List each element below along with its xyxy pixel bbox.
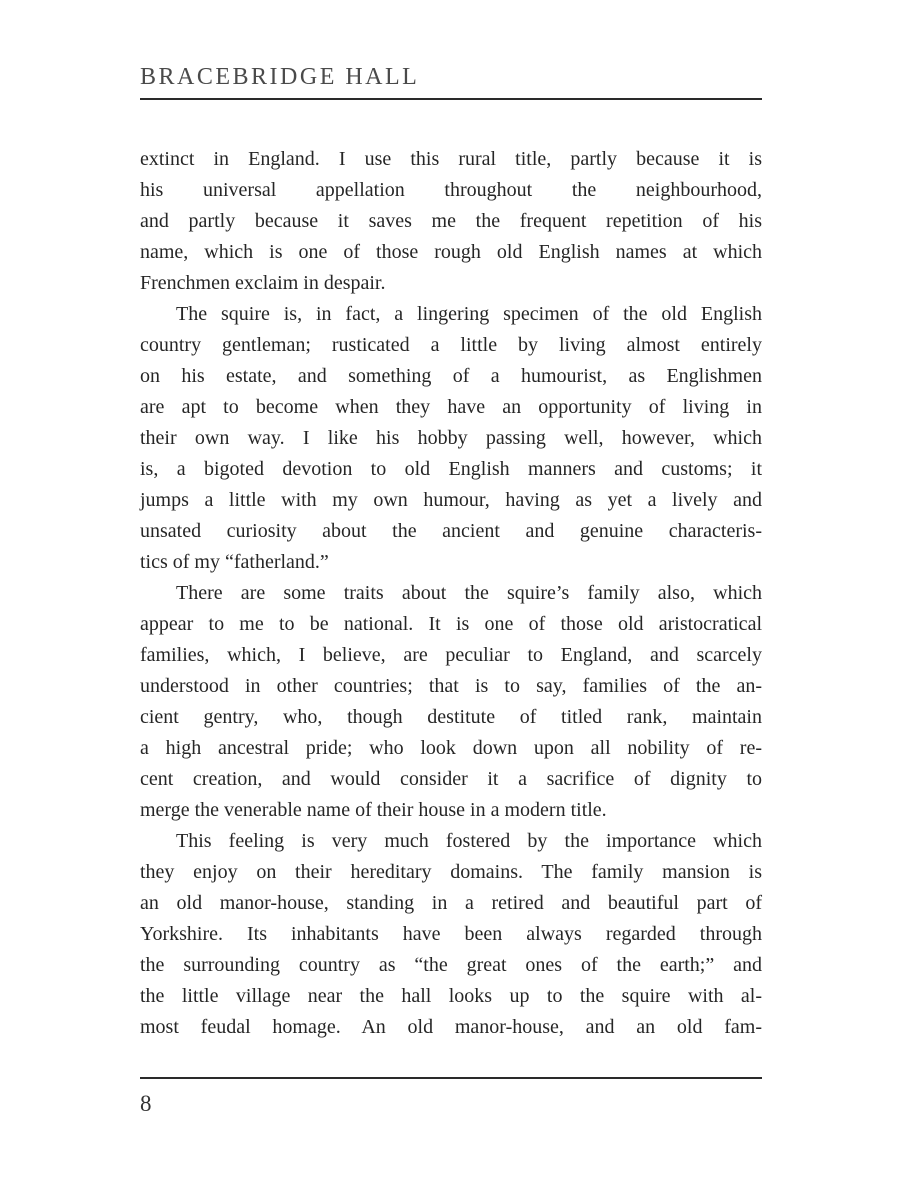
page-number: 8 xyxy=(140,1091,152,1116)
text-line: the little village near the hall looks up to the squire with al- xyxy=(140,985,762,1007)
text-line: understood in other countries; that is to say, families of the an- xyxy=(140,675,762,697)
text-line: and partly because it saves me the frequent repetition of his xyxy=(140,210,762,232)
text-line: an old manor-house, standing in a retired and beautiful part of xyxy=(140,892,762,914)
paragraph xyxy=(140,299,762,578)
text-line: country gentleman; rusticated a little by living almost entirely xyxy=(140,334,762,356)
text-line: cent creation, and would consider it a sacrifice of dignity to xyxy=(140,768,762,790)
text-line: is, a bigoted devotion to old English manners and customs; it xyxy=(140,458,762,480)
text-line: merge the venerable name of their house in a modern title. xyxy=(140,799,607,821)
text-line: on his estate, and something of a humourist, as Englishmen xyxy=(140,365,762,387)
text-line: This feeling is very much fostered by the importance which xyxy=(176,830,762,852)
text-line: they enjoy on their hereditary domains. The family mansion is xyxy=(140,861,762,883)
paragraph xyxy=(140,144,762,299)
text-line: tics of my “fatherland.” xyxy=(140,551,329,573)
text-line: jumps a little with my own humour, having as yet a lively and xyxy=(140,489,762,511)
text-line: The squire is, in fact, a lingering specimen of the old English xyxy=(176,303,762,325)
body-text xyxy=(140,144,762,1043)
text-line: Yorkshire. Its inhabitants have been always regarded through xyxy=(140,923,762,945)
text-line: There are some traits about the squire’s family also, which xyxy=(176,582,762,604)
text-line: appear to me to be national. It is one of those old aristocratical xyxy=(140,613,762,635)
text-line: families, which, I believe, are peculiar to England, and scarcely xyxy=(140,644,762,666)
paragraph xyxy=(140,578,762,826)
text-line: unsated curiosity about the ancient and genuine characteris- xyxy=(140,520,762,542)
text-line: most feudal homage. An old manor-house, and an old fam- xyxy=(140,1016,762,1038)
paragraph xyxy=(140,826,762,1043)
text-line: Frenchmen exclaim in despair. xyxy=(140,272,386,294)
text-line: a high ancestral pride; who look down upon all nobility of re- xyxy=(140,737,762,759)
text-line: extinct in England. I use this rural title, partly because it is xyxy=(140,148,762,170)
text-line: his universal appellation throughout the neighbourhood, xyxy=(140,179,762,201)
running-head-title: BRACEBRIDGE HALL xyxy=(140,64,762,100)
text-column xyxy=(140,0,762,1117)
text-line: the surrounding country as “the great ones of the earth;” and xyxy=(140,954,762,976)
footer-rule xyxy=(140,1077,762,1079)
text-line: their own way. I like his hobby passing well, however, which xyxy=(140,427,762,449)
text-line: name, which is one of those rough old English names at which xyxy=(140,241,762,263)
text-line: cient gentry, who, though destitute of titled rank, maintain xyxy=(140,706,762,728)
text-line: are apt to become when they have an opportunity of living in xyxy=(140,396,762,418)
